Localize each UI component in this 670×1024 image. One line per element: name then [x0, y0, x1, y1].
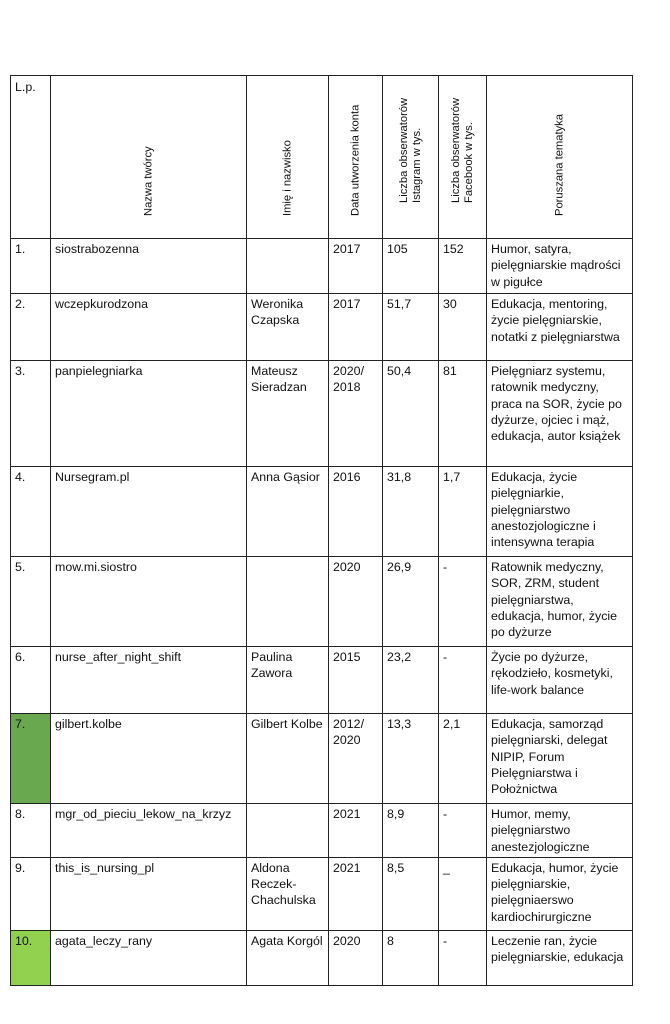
cell-name: Agata Korgól	[247, 930, 329, 985]
table-row	[11, 361, 633, 467]
cell-date: 2020	[329, 557, 383, 647]
header-topics: Poruszana tematyka	[487, 76, 633, 239]
cell-lp-highlighted: 10.	[11, 930, 51, 985]
cell-instagram: 105	[383, 239, 439, 294]
cell-date: 2020/ 2018	[329, 361, 383, 467]
cell-date: 2017	[329, 294, 383, 361]
cell-name: Aldona Reczek-Chachulska	[247, 857, 329, 930]
header-facebook: Liczba obserwatorów Facebook w tys.	[439, 76, 487, 239]
cell-creator: panpielegniarka	[51, 361, 247, 467]
cell-topics: Edukacja, mentoring, życie pielęgniarskie, notatki z pielęgniarstwa	[487, 294, 633, 361]
cell-topics: Pielęgniarz systemu, ratownik medyczny, praca na SOR, życie po dyżurze, ojciec i mąż, edukacja, autor książek	[487, 361, 633, 467]
table-row	[11, 857, 633, 930]
cell-facebook: -	[439, 557, 487, 647]
cell-facebook: 30	[439, 294, 487, 361]
cell-date: 2021	[329, 857, 383, 930]
cell-instagram: 26,9	[383, 557, 439, 647]
cell-lp-highlighted: 7.	[11, 714, 51, 804]
cell-facebook: 2,1	[439, 714, 487, 804]
cell-topics: Edukacja, samorząd pielęgniarski, delegat NIPIP, Forum Pielęgniarstwa i Położnictwa	[487, 714, 633, 804]
table-row	[11, 714, 633, 804]
cell-creator: gilbert.kolbe	[51, 714, 247, 804]
cell-date: 2020	[329, 930, 383, 985]
cell-topics: Życie po dyżurze, rękodzieło, kosmetyki, life-work balance	[487, 647, 633, 714]
cell-creator: agata_leczy_rany	[51, 930, 247, 985]
header-row	[11, 76, 633, 239]
cell-name: Paulina Zawora	[247, 647, 329, 714]
cell-instagram: 23,2	[383, 647, 439, 714]
cell-name: Mateusz Sieradzan	[247, 361, 329, 467]
cell-lp: 2.	[11, 294, 51, 361]
table-row	[11, 467, 633, 557]
cell-lp: 6.	[11, 647, 51, 714]
cell-creator: Nursegram.pl	[51, 467, 247, 557]
cell-date: 2015	[329, 647, 383, 714]
cell-lp: 4.	[11, 467, 51, 557]
cell-lp: 8.	[11, 804, 51, 858]
cell-lp: 9.	[11, 857, 51, 930]
header-name: Imię i nazwisko	[247, 76, 329, 239]
table-row	[11, 804, 633, 858]
cell-instagram: 8,9	[383, 804, 439, 858]
influencer-table	[10, 75, 633, 986]
header-instagram: Liczba obserwatorów Istagram w tys.	[383, 76, 439, 239]
table-row	[11, 557, 633, 647]
cell-creator: wczepkurodzona	[51, 294, 247, 361]
cell-topics: Edukacja, humor, życie pielęgniarskie, pielęgniaerswo kardiochirurgiczne	[487, 857, 633, 930]
cell-instagram: 50,4	[383, 361, 439, 467]
cell-date: 2012/ 2020	[329, 714, 383, 804]
table-row	[11, 930, 633, 985]
cell-topics: Leczenie ran, życie pielęgniarskie, edukacja	[487, 930, 633, 985]
cell-facebook: 1,7	[439, 467, 487, 557]
cell-instagram: 8	[383, 930, 439, 985]
header-date: Data utworzenia konta	[329, 76, 383, 239]
cell-facebook: _	[439, 857, 487, 930]
cell-creator: siostrabozenna	[51, 239, 247, 294]
table-row	[11, 294, 633, 361]
cell-name: Anna Gąsior	[247, 467, 329, 557]
cell-instagram: 51,7	[383, 294, 439, 361]
cell-name: Gilbert Kolbe	[247, 714, 329, 804]
cell-topics: Humor, satyra, pielęgniarskie mądrości w pigułce	[487, 239, 633, 294]
cell-topics: Humor, memy, pielęgniarstwo anestezjologiczne	[487, 804, 633, 858]
cell-facebook: -	[439, 930, 487, 985]
cell-facebook: -	[439, 647, 487, 714]
cell-creator: this_is_nursing_pl	[51, 857, 247, 930]
cell-instagram: 31,8	[383, 467, 439, 557]
cell-creator: mgr_od_pieciu_lekow_na_krzyz	[51, 804, 247, 858]
header-creator: Nazwa twórcy	[51, 76, 247, 239]
cell-name: Weronika Czapska	[247, 294, 329, 361]
cell-topics: Ratownik medyczny, SOR, ZRM, student pielęgniarstwa, edukacja, humor, życie po dyżurze	[487, 557, 633, 647]
cell-creator: mow.mi.siostro	[51, 557, 247, 647]
cell-instagram: 8,5	[383, 857, 439, 930]
cell-date: 2017	[329, 239, 383, 294]
table-row	[11, 239, 633, 294]
cell-facebook: 81	[439, 361, 487, 467]
cell-facebook: -	[439, 804, 487, 858]
header-lp: L.p.	[11, 76, 51, 239]
cell-name	[247, 239, 329, 294]
cell-instagram: 13,3	[383, 714, 439, 804]
cell-creator: nurse_after_night_shift	[51, 647, 247, 714]
cell-name	[247, 557, 329, 647]
cell-date: 2021	[329, 804, 383, 858]
cell-date: 2016	[329, 467, 383, 557]
cell-name	[247, 804, 329, 858]
cell-lp: 1.	[11, 239, 51, 294]
cell-lp: 5.	[11, 557, 51, 647]
cell-topics: Edukacja, życie pielęgniarkie, pielęgniarstwo anestozjologiczne i intensywna terapia	[487, 467, 633, 557]
cell-lp: 3.	[11, 361, 51, 467]
cell-facebook: 152	[439, 239, 487, 294]
table-row	[11, 647, 633, 714]
